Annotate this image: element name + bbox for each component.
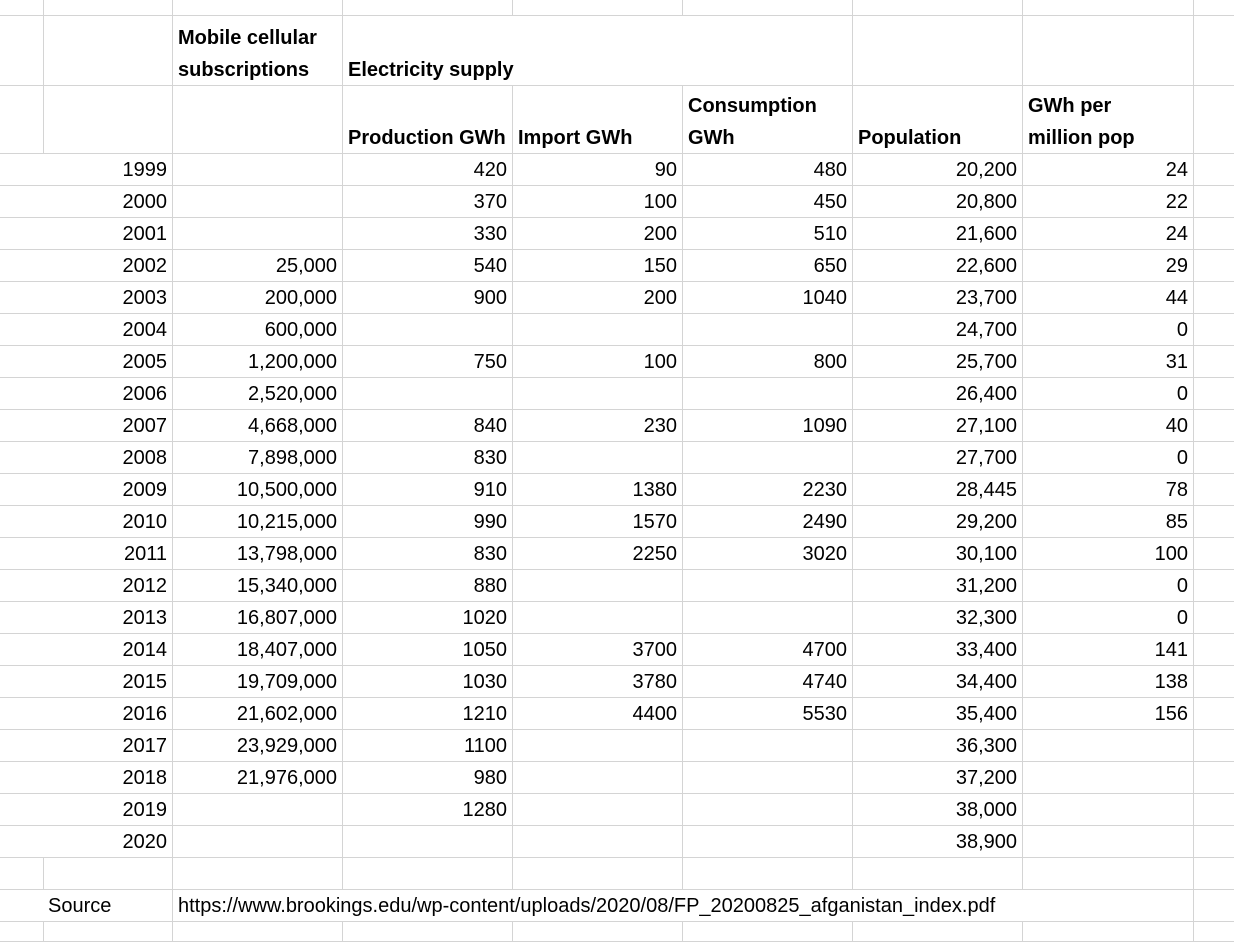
population-cell[interactable]: 38,000 (853, 794, 1023, 826)
grid-cell[interactable] (1194, 506, 1234, 538)
grid-cell[interactable] (173, 858, 343, 890)
import-cell[interactable] (513, 378, 683, 410)
production-cell[interactable]: 840 (343, 410, 513, 442)
production-cell[interactable]: 980 (343, 762, 513, 794)
year-cell[interactable]: 2014 (0, 634, 173, 666)
mobile-subscriptions-cell[interactable] (173, 826, 343, 858)
population-cell[interactable]: 30,100 (853, 538, 1023, 570)
grid-cell[interactable] (0, 16, 44, 86)
import-cell[interactable] (513, 730, 683, 762)
grid-cell[interactable] (44, 922, 173, 942)
grid-cell[interactable] (1194, 378, 1234, 410)
gwh-per-million-cell[interactable]: 100 (1023, 538, 1194, 570)
grid-cell[interactable] (0, 922, 44, 942)
gwh-per-million-cell[interactable]: 0 (1023, 314, 1194, 346)
gwh-per-million-cell[interactable]: 0 (1023, 570, 1194, 602)
year-cell[interactable]: 2003 (0, 282, 173, 314)
year-cell[interactable]: 2017 (0, 730, 173, 762)
grid-cell[interactable] (44, 16, 173, 86)
grid-cell[interactable] (1194, 698, 1234, 730)
year-cell[interactable]: 2007 (0, 410, 173, 442)
population-cell[interactable]: 27,700 (853, 442, 1023, 474)
import-cell[interactable] (513, 314, 683, 346)
mobile-subscriptions-cell[interactable] (173, 794, 343, 826)
header-population[interactable] (853, 86, 1023, 154)
population-cell[interactable]: 29,200 (853, 506, 1023, 538)
grid-cell[interactable] (343, 858, 513, 890)
production-cell[interactable]: 910 (343, 474, 513, 506)
production-cell[interactable]: 1020 (343, 602, 513, 634)
grid-cell[interactable] (1194, 282, 1234, 314)
mobile-subscriptions-cell[interactable] (173, 154, 343, 186)
year-cell[interactable]: 2000 (0, 186, 173, 218)
grid-cell[interactable] (683, 922, 853, 942)
header-gwh-per-million[interactable] (1023, 86, 1194, 154)
import-cell[interactable]: 90 (513, 154, 683, 186)
population-cell[interactable]: 33,400 (853, 634, 1023, 666)
year-cell[interactable]: 2012 (0, 570, 173, 602)
import-cell[interactable]: 150 (513, 250, 683, 282)
gwh-per-million-cell[interactable]: 29 (1023, 250, 1194, 282)
gwh-per-million-cell[interactable]: 40 (1023, 410, 1194, 442)
mobile-subscriptions-cell[interactable]: 21,602,000 (173, 698, 343, 730)
header-mobile-line2: subscriptions (178, 59, 310, 81)
year-cell[interactable]: 2009 (0, 474, 173, 506)
consumption-cell[interactable] (683, 762, 853, 794)
grid-cell[interactable] (173, 922, 343, 942)
population-cell[interactable]: 21,600 (853, 218, 1023, 250)
production-cell[interactable]: 1030 (343, 666, 513, 698)
header-gwh-line2: million pop (1028, 127, 1135, 149)
consumption-cell[interactable]: 480 (683, 154, 853, 186)
mobile-subscriptions-cell[interactable]: 10,215,000 (173, 506, 343, 538)
grid-cell[interactable] (1194, 218, 1234, 250)
population-cell[interactable]: 26,400 (853, 378, 1023, 410)
mobile-subscriptions-cell[interactable]: 10,500,000 (173, 474, 343, 506)
grid-cell[interactable] (1194, 186, 1234, 218)
production-cell[interactable] (343, 314, 513, 346)
consumption-cell[interactable]: 4700 (683, 634, 853, 666)
import-cell[interactable]: 100 (513, 346, 683, 378)
grid-cell[interactable] (1194, 858, 1234, 890)
consumption-cell[interactable] (683, 378, 853, 410)
production-cell[interactable]: 1100 (343, 730, 513, 762)
grid-cell[interactable] (1194, 666, 1234, 698)
grid-cell[interactable] (853, 16, 1023, 86)
import-cell[interactable]: 230 (513, 410, 683, 442)
grid-cell[interactable] (1194, 250, 1234, 282)
grid-cell[interactable] (1194, 762, 1234, 794)
gwh-per-million-cell[interactable]: 44 (1023, 282, 1194, 314)
import-cell[interactable]: 1380 (513, 474, 683, 506)
grid-cell[interactable] (1023, 858, 1194, 890)
consumption-cell[interactable]: 1040 (683, 282, 853, 314)
grid-cell[interactable] (853, 858, 1023, 890)
mobile-subscriptions-cell[interactable]: 23,929,000 (173, 730, 343, 762)
consumption-cell[interactable]: 800 (683, 346, 853, 378)
production-cell[interactable]: 750 (343, 346, 513, 378)
consumption-cell[interactable]: 2230 (683, 474, 853, 506)
grid-cell[interactable] (1194, 442, 1234, 474)
import-cell[interactable]: 3780 (513, 666, 683, 698)
production-cell[interactable]: 1050 (343, 634, 513, 666)
production-cell[interactable]: 990 (343, 506, 513, 538)
header-population-label: Population (858, 127, 962, 149)
population-cell[interactable]: 27,100 (853, 410, 1023, 442)
consumption-cell[interactable]: 510 (683, 218, 853, 250)
grid-cell[interactable] (683, 0, 853, 16)
header-production[interactable] (343, 86, 513, 154)
mobile-subscriptions-cell[interactable]: 13,798,000 (173, 538, 343, 570)
import-cell[interactable]: 200 (513, 282, 683, 314)
population-cell[interactable]: 24,700 (853, 314, 1023, 346)
gwh-per-million-cell[interactable]: 141 (1023, 634, 1194, 666)
production-cell[interactable]: 1280 (343, 794, 513, 826)
grid-cell[interactable] (1194, 730, 1234, 762)
year-cell[interactable]: 2011 (0, 538, 173, 570)
consumption-cell[interactable]: 650 (683, 250, 853, 282)
population-cell[interactable]: 32,300 (853, 602, 1023, 634)
production-cell[interactable]: 830 (343, 538, 513, 570)
header-import[interactable] (513, 86, 683, 154)
mobile-subscriptions-cell[interactable] (173, 218, 343, 250)
year-cell[interactable]: 2008 (0, 442, 173, 474)
header-gwh-line1: GWh per (1028, 95, 1112, 117)
production-cell[interactable] (343, 826, 513, 858)
grid-cell[interactable] (173, 86, 343, 154)
gwh-per-million-cell[interactable] (1023, 762, 1194, 794)
gwh-per-million-cell[interactable]: 0 (1023, 602, 1194, 634)
import-cell[interactable] (513, 602, 683, 634)
header-mobile-line1: Mobile cellular (178, 27, 317, 49)
production-cell[interactable]: 1210 (343, 698, 513, 730)
consumption-cell[interactable]: 3020 (683, 538, 853, 570)
header-consumption-line1: Consumption (688, 95, 817, 117)
grid-cell[interactable] (44, 0, 173, 16)
grid-cell[interactable] (1194, 0, 1234, 16)
population-cell[interactable]: 28,445 (853, 474, 1023, 506)
gwh-per-million-cell[interactable]: 156 (1023, 698, 1194, 730)
production-cell[interactable]: 540 (343, 250, 513, 282)
population-cell[interactable]: 22,600 (853, 250, 1023, 282)
year-cell[interactable]: 2019 (0, 794, 173, 826)
consumption-cell[interactable] (683, 570, 853, 602)
production-cell[interactable]: 370 (343, 186, 513, 218)
consumption-cell[interactable] (683, 826, 853, 858)
import-cell[interactable] (513, 442, 683, 474)
import-cell[interactable] (513, 826, 683, 858)
year-cell[interactable]: 2018 (0, 762, 173, 794)
production-cell[interactable]: 900 (343, 282, 513, 314)
mobile-subscriptions-cell[interactable]: 600,000 (173, 314, 343, 346)
header-consumption[interactable] (683, 86, 853, 154)
grid-cell[interactable] (173, 0, 343, 16)
year-cell[interactable]: 2010 (0, 506, 173, 538)
grid-cell[interactable] (513, 0, 683, 16)
mobile-subscriptions-cell[interactable]: 16,807,000 (173, 602, 343, 634)
grid-cell[interactable] (1023, 922, 1194, 942)
gwh-per-million-cell[interactable]: 24 (1023, 218, 1194, 250)
gwh-per-million-cell[interactable] (1023, 730, 1194, 762)
grid-cell[interactable] (1194, 474, 1234, 506)
grid-cell[interactable] (1194, 538, 1234, 570)
grid-cell[interactable] (1194, 794, 1234, 826)
mobile-subscriptions-cell[interactable]: 19,709,000 (173, 666, 343, 698)
population-cell[interactable]: 35,400 (853, 698, 1023, 730)
grid-cell[interactable] (1194, 570, 1234, 602)
mobile-subscriptions-cell[interactable]: 7,898,000 (173, 442, 343, 474)
grid-cell[interactable] (1194, 602, 1234, 634)
population-cell[interactable]: 25,700 (853, 346, 1023, 378)
production-cell[interactable]: 880 (343, 570, 513, 602)
production-cell[interactable]: 330 (343, 218, 513, 250)
grid-cell[interactable] (1194, 154, 1234, 186)
year-cell[interactable]: 2015 (0, 666, 173, 698)
grid-cell[interactable] (44, 858, 173, 890)
header-import-label: Import GWh (518, 127, 633, 149)
grid-cell[interactable] (683, 858, 853, 890)
population-cell[interactable]: 23,700 (853, 282, 1023, 314)
gwh-per-million-cell[interactable]: 138 (1023, 666, 1194, 698)
year-cell[interactable]: 2004 (0, 314, 173, 346)
mobile-subscriptions-cell[interactable]: 4,668,000 (173, 410, 343, 442)
year-cell[interactable]: 2002 (0, 250, 173, 282)
import-cell[interactable]: 4400 (513, 698, 683, 730)
header-electricity-supply[interactable] (343, 16, 853, 86)
grid-cell[interactable] (1194, 314, 1234, 346)
year-cell[interactable]: 1999 (0, 154, 173, 186)
population-cell[interactable]: 38,900 (853, 826, 1023, 858)
consumption-cell[interactable]: 4740 (683, 666, 853, 698)
grid-cell[interactable] (1023, 0, 1194, 16)
mobile-subscriptions-cell[interactable]: 18,407,000 (173, 634, 343, 666)
consumption-cell[interactable]: 450 (683, 186, 853, 218)
mobile-subscriptions-cell[interactable]: 15,340,000 (173, 570, 343, 602)
grid-cell[interactable] (513, 922, 683, 942)
gwh-per-million-cell[interactable]: 0 (1023, 442, 1194, 474)
mobile-subscriptions-cell[interactable]: 1,200,000 (173, 346, 343, 378)
gwh-per-million-cell[interactable]: 31 (1023, 346, 1194, 378)
mobile-subscriptions-cell[interactable] (173, 186, 343, 218)
gwh-per-million-cell[interactable]: 85 (1023, 506, 1194, 538)
header-consumption-line2: GWh (688, 127, 735, 149)
grid-cell[interactable] (1194, 86, 1234, 154)
year-cell[interactable]: 2016 (0, 698, 173, 730)
year-cell[interactable]: 2020 (0, 826, 173, 858)
grid-cell[interactable] (343, 0, 513, 16)
population-cell[interactable]: 31,200 (853, 570, 1023, 602)
grid-cell[interactable] (1194, 890, 1234, 922)
grid-cell[interactable] (0, 0, 44, 16)
grid-cell[interactable] (853, 922, 1023, 942)
gwh-per-million-cell[interactable]: 22 (1023, 186, 1194, 218)
import-cell[interactable] (513, 794, 683, 826)
consumption-cell[interactable]: 2490 (683, 506, 853, 538)
import-cell[interactable] (513, 762, 683, 794)
population-cell[interactable]: 37,200 (853, 762, 1023, 794)
consumption-cell[interactable] (683, 314, 853, 346)
grid-cell[interactable] (44, 86, 173, 154)
population-cell[interactable]: 34,400 (853, 666, 1023, 698)
population-cell[interactable]: 36,300 (853, 730, 1023, 762)
mobile-subscriptions-cell[interactable]: 200,000 (173, 282, 343, 314)
header-mobile-subscriptions[interactable] (173, 16, 343, 86)
production-cell[interactable]: 830 (343, 442, 513, 474)
gwh-per-million-cell[interactable]: 24 (1023, 154, 1194, 186)
gwh-per-million-cell[interactable] (1023, 826, 1194, 858)
year-cell[interactable]: 2005 (0, 346, 173, 378)
grid-cell[interactable] (1194, 346, 1234, 378)
grid-cell[interactable] (1194, 634, 1234, 666)
gwh-per-million-cell[interactable] (1023, 794, 1194, 826)
grid-cell[interactable] (343, 922, 513, 942)
mobile-subscriptions-cell[interactable]: 21,976,000 (173, 762, 343, 794)
consumption-cell[interactable] (683, 442, 853, 474)
production-cell[interactable]: 420 (343, 154, 513, 186)
source-url[interactable]: https://www.brookings.edu/wp-content/uploads/2020/08/FP_20200825_afganistan_index.pdf (173, 890, 1194, 922)
source-label[interactable]: Source (0, 890, 173, 922)
consumption-cell[interactable]: 5530 (683, 698, 853, 730)
year-cell[interactable]: 2001 (0, 218, 173, 250)
import-cell[interactable]: 3700 (513, 634, 683, 666)
mobile-subscriptions-cell[interactable]: 25,000 (173, 250, 343, 282)
import-cell[interactable]: 1570 (513, 506, 683, 538)
year-cell[interactable]: 2013 (0, 602, 173, 634)
mobile-subscriptions-cell[interactable]: 2,520,000 (173, 378, 343, 410)
grid-cell[interactable] (513, 858, 683, 890)
population-cell[interactable]: 20,200 (853, 154, 1023, 186)
production-cell[interactable] (343, 378, 513, 410)
year-cell[interactable]: 2006 (0, 378, 173, 410)
consumption-cell[interactable] (683, 730, 853, 762)
consumption-cell[interactable] (683, 794, 853, 826)
import-cell[interactable]: 100 (513, 186, 683, 218)
grid-cell[interactable] (853, 0, 1023, 16)
gwh-per-million-cell[interactable]: 0 (1023, 378, 1194, 410)
grid-cell[interactable] (1194, 16, 1234, 86)
consumption-cell[interactable] (683, 602, 853, 634)
grid-cell[interactable] (1194, 410, 1234, 442)
gwh-per-million-cell[interactable]: 78 (1023, 474, 1194, 506)
grid-cell[interactable] (1023, 16, 1194, 86)
grid-cell[interactable] (1194, 826, 1234, 858)
import-cell[interactable]: 2250 (513, 538, 683, 570)
grid-cell[interactable] (0, 858, 44, 890)
header-electricity-label: Electricity supply (348, 59, 514, 81)
population-cell[interactable]: 20,800 (853, 186, 1023, 218)
import-cell[interactable]: 200 (513, 218, 683, 250)
grid-cell[interactable] (1194, 922, 1234, 942)
consumption-cell[interactable]: 1090 (683, 410, 853, 442)
import-cell[interactable] (513, 570, 683, 602)
grid-cell[interactable] (0, 86, 44, 154)
header-production-label: Production GWh (348, 127, 506, 149)
